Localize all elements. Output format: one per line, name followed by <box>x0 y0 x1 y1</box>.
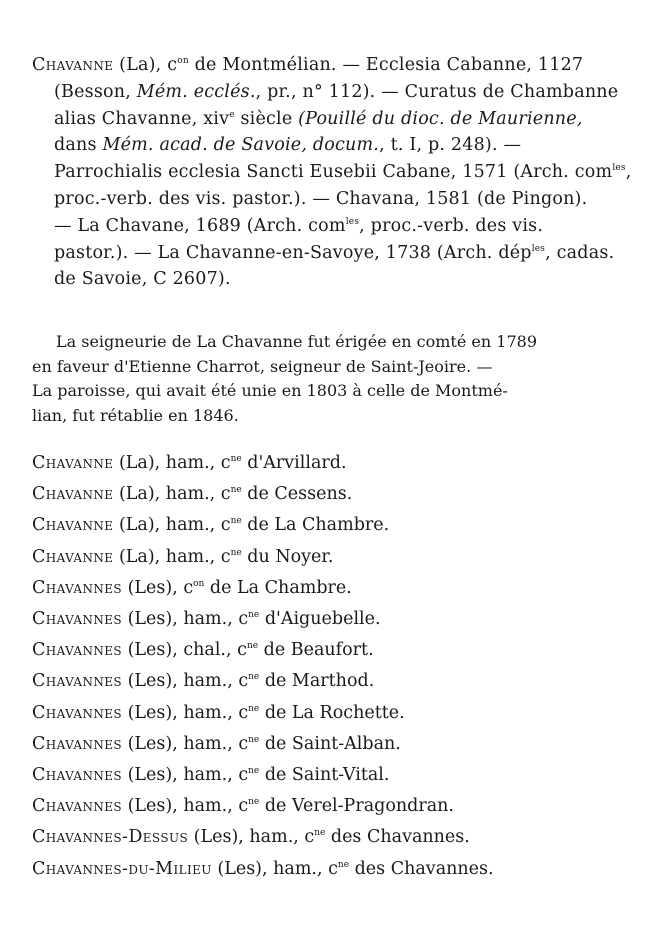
list-entry <box>32 791 632 822</box>
list-entry <box>32 573 632 604</box>
entry-headword: Chavannes <box>32 671 123 692</box>
entry-superscript: ne <box>248 766 260 777</box>
entry-text: de Marthod. <box>259 671 375 692</box>
main-entry-chavanne-montmelian <box>32 52 632 293</box>
entry-text: siècle <box>234 108 299 129</box>
entry-superscript: ne <box>230 485 242 496</box>
list-entry <box>32 854 632 885</box>
entry-headword: Chavanne <box>32 546 114 567</box>
entry-text: (Les), chal., c <box>122 640 247 661</box>
entry-text: du Noyer. <box>241 546 334 567</box>
entry-superscript: on <box>193 578 205 589</box>
entry-superscript: e <box>229 109 235 120</box>
entry-text: (La), ham., c <box>113 546 231 567</box>
entry-text: , cadas. <box>545 242 615 263</box>
entry-superscript: ne <box>337 859 350 870</box>
entry-superscript: ne <box>230 547 242 558</box>
entry-text: de Beaufort. <box>258 640 374 661</box>
entry-text: de Saint-Alban. <box>259 733 401 754</box>
entry-text: , <box>625 162 632 183</box>
entry-text: , pr., n° 112). — Curatus de Chambanne <box>255 81 619 102</box>
entry-text: (Les), ham., c <box>122 733 249 754</box>
entry-text: (Besson, <box>54 81 137 102</box>
entry-text: d'Aiguebelle. <box>259 609 381 630</box>
entry-text: (Les), ham., c <box>122 671 249 692</box>
list-entry <box>32 510 632 541</box>
entry-text: (La), c <box>113 55 178 75</box>
entry-superscript: ne <box>230 454 242 464</box>
entry-superscript: les <box>612 163 626 174</box>
entry-headword: Chavannes <box>32 765 123 786</box>
entry-headword: Chavannes <box>32 640 123 661</box>
entry-text: (Les), ham., c <box>122 796 249 817</box>
main-entry-line <box>32 52 632 79</box>
paragraph-line: La seigneurie de La Chavanne fut érigée en comté en 1789 <box>56 332 537 351</box>
entry-headword: Chavanne <box>32 453 114 473</box>
entry-text: de La Chambre. <box>204 577 352 598</box>
entry-text: de La Rochette. <box>259 702 405 723</box>
entry-text: d'Arvillard. <box>241 453 347 473</box>
main-entry-line <box>32 266 632 293</box>
entry-superscript: les <box>345 216 360 227</box>
main-entry-line <box>32 240 632 267</box>
entry-text: alias Chavanne, xiv <box>54 108 230 129</box>
entry-headword: Chavannes <box>32 702 123 723</box>
main-entry-line <box>32 186 632 213</box>
entry-text: des Chavannes. <box>325 827 470 848</box>
entry-text: de La Chambre. <box>241 515 390 536</box>
entry-italic-text: (Pouillé du dioc. de Maurienne, <box>298 108 583 129</box>
entry-text: de Montmélian. — Ecclesia Cabanne, 1127 <box>188 55 584 75</box>
seigneurie-paragraph <box>32 330 632 428</box>
entry-text: (Les), ham., c <box>122 765 249 786</box>
list-entry <box>32 448 632 479</box>
entry-text: (Les), ham., c <box>211 858 338 879</box>
main-entry-line <box>32 106 632 133</box>
entry-italic-text: Mém. acad. de Savoie, docum. <box>102 135 380 156</box>
entry-headword: Chavanne <box>32 515 114 536</box>
entry-text: Parrochialis ecclesia Sancti Eusebii Cabane, 1571 (Arch. com <box>54 162 613 183</box>
entry-text: (Les), ham., c <box>122 702 249 723</box>
entry-superscript: ne <box>248 734 260 745</box>
entry-text: dans <box>54 135 103 156</box>
list-entry <box>32 666 632 697</box>
list-entry <box>32 479 632 510</box>
entry-text: de Saint-Vital. <box>259 765 390 786</box>
entry-text: (Les), ham., c <box>188 827 315 848</box>
list-entry <box>32 822 632 853</box>
entry-text: (La), ham., c <box>113 453 231 473</box>
entry-headword: Chavannes <box>32 733 123 754</box>
entry-superscript: ne <box>314 828 326 839</box>
entry-text: de Cessens. <box>241 484 353 505</box>
entry-text: , t. I, p. 248). — <box>379 135 522 156</box>
entry-text: de Verel-Pragondran. <box>259 796 454 817</box>
entry-italic-text: Mém. ecclés. <box>136 81 256 102</box>
entry-text: (La), ham., c <box>113 515 231 536</box>
main-entry-line <box>32 79 632 106</box>
list-entry <box>32 729 632 760</box>
main-entry-line <box>32 132 632 159</box>
entry-text: pastor.). — La Chavanne-en-Savoye, 1738 (Arch. dép <box>54 242 532 263</box>
paragraph-line: lian, fut rétablie en 1846. <box>32 405 239 425</box>
entry-superscript: les <box>531 243 546 254</box>
paragraph-line: La paroisse, qui avait été unie en 1803 à celle de Montmé- <box>32 381 508 400</box>
paragraph-line: en faveur d'Etienne Charrot, seigneur de Saint-Jeoire. — <box>32 356 493 376</box>
entry-superscript: ne <box>230 516 242 527</box>
entry-headword: Chavannes <box>32 796 123 817</box>
entry-superscript: on <box>177 56 189 66</box>
list-entry <box>32 604 632 635</box>
entry-headword: Chavanne <box>32 55 114 75</box>
list-entry <box>32 698 632 729</box>
main-entry-line <box>32 213 632 240</box>
entry-headword: Chavannes <box>32 609 123 630</box>
entry-text: des Chavannes. <box>349 858 494 879</box>
entry-superscript: ne <box>248 610 260 621</box>
entry-headword: Chavannes <box>32 577 123 598</box>
entry-headword: Chavannes-Dessus <box>32 827 189 848</box>
entry-text: (Les), ham., c <box>122 609 249 630</box>
entry-text: , proc.-verb. des vis. <box>359 215 544 236</box>
entry-text: (La), ham., c <box>113 484 231 505</box>
main-entry-line <box>32 159 632 186</box>
entry-headword: Chavanne <box>32 484 114 505</box>
entry-superscript: ne <box>246 641 259 652</box>
list-entry <box>32 542 632 573</box>
entry-text: (Les), c <box>122 577 194 598</box>
entry-superscript: ne <box>248 672 260 683</box>
entry-list <box>32 448 632 885</box>
entry-text: proc.-verb. des vis. pastor.). — Chavana, 1581 (de Pingon). <box>54 188 588 209</box>
entry-text: de Savoie, C 2607). <box>54 269 231 290</box>
entry-superscript: ne <box>248 797 260 808</box>
entry-text: — La Chavane, 1689 (Arch. com <box>54 215 346 236</box>
list-entry <box>32 635 632 666</box>
list-entry <box>32 760 632 791</box>
entry-headword: Chavannes-du-Milieu <box>32 858 212 879</box>
entry-superscript: ne <box>248 703 260 714</box>
